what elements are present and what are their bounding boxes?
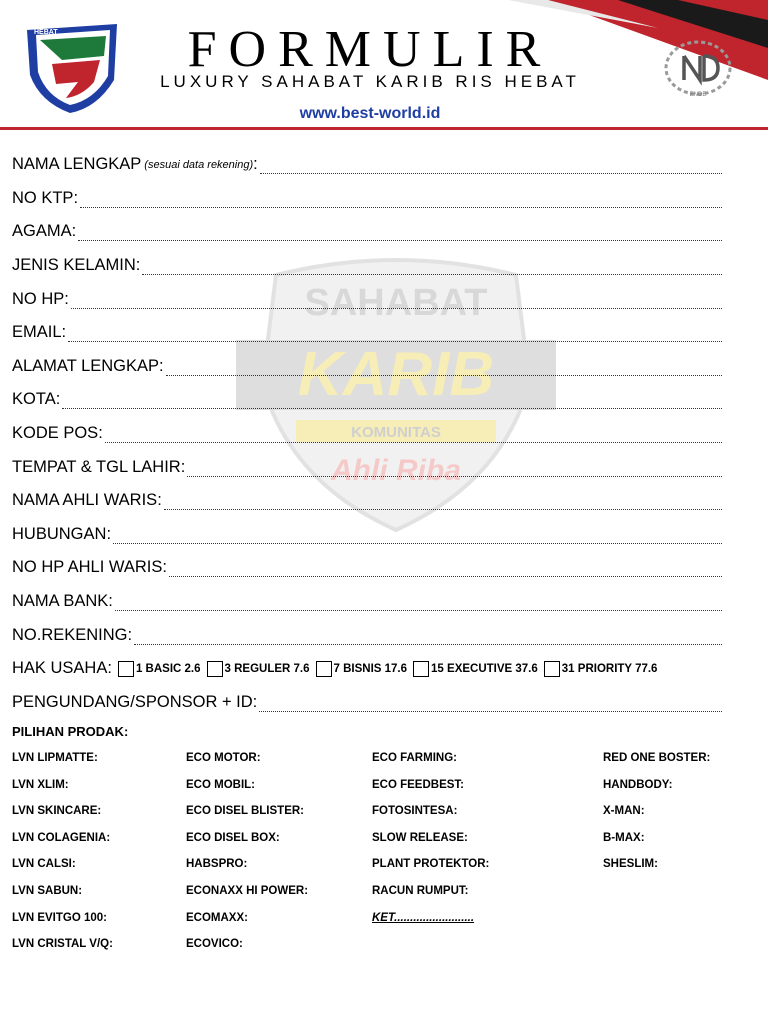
field-tempat-tgl-lahir[interactable] — [12, 450, 722, 484]
hebat-shield-logo — [22, 20, 122, 115]
field-colon: : — [135, 256, 141, 275]
option-label: 15 EXECUTIVE 37.6 — [431, 662, 538, 675]
field-label: ALAMAT LENGKAP — [12, 356, 160, 375]
field-kode-pos[interactable] — [12, 417, 722, 451]
product-item[interactable]: SLOW RELEASE: — [372, 831, 468, 844]
website-link[interactable]: www.best-world.id — [299, 105, 441, 122]
product-item[interactable]: SHESLIM: — [603, 858, 658, 871]
field-colon: : — [180, 457, 186, 476]
products-title: PILIHAN PRODAK: — [12, 724, 129, 739]
field-nama-ahli-waris[interactable] — [12, 484, 722, 518]
hak-option-priority[interactable] — [544, 661, 658, 677]
product-item[interactable]: LVN CALSI: — [12, 858, 76, 871]
field-colon: : — [157, 491, 162, 510]
product-row — [12, 832, 752, 859]
product-item[interactable]: X-MAN: — [603, 805, 645, 818]
option-label: 7 BISNIS 17.6 — [333, 662, 408, 675]
field-kota[interactable] — [12, 383, 722, 417]
logo-right-text: ENDE — [689, 92, 707, 98]
fill-line[interactable] — [260, 161, 722, 174]
field-label: HUBUNGAN — [12, 524, 107, 543]
fill-line[interactable] — [259, 699, 722, 712]
fill-line[interactable] — [115, 598, 722, 611]
field-label: JENIS KELAMIN — [12, 256, 136, 275]
field-label: NAMA AHLI WARIS — [12, 491, 158, 510]
fill-line[interactable] — [187, 464, 722, 477]
watermark-line1: SAHABAT — [304, 282, 488, 324]
field-alamat-lengkap[interactable] — [12, 350, 722, 384]
option-label: 31 PRIORITY 77.6 — [561, 662, 658, 675]
field-note: (sesuai data rekening) — [144, 158, 254, 171]
product-item[interactable]: ECO DISEL BOX: — [186, 831, 280, 844]
fill-line[interactable] — [164, 497, 722, 510]
product-item[interactable]: HABSPRO: — [186, 858, 248, 871]
field-sponsor[interactable] — [12, 686, 722, 720]
field-label: NAMA BANK — [12, 592, 109, 611]
form-subtitle: LUXURY SAHABAT KARIB RIS HEBAT — [160, 72, 580, 91]
field-colon: : — [73, 188, 79, 207]
product-item[interactable]: RED ONE BOSTER: — [603, 752, 711, 764]
checkbox[interactable] — [544, 661, 560, 677]
field-label: AGAMA — [12, 222, 72, 241]
product-item[interactable]: ECO FEEDBEST: — [372, 778, 465, 791]
hak-option-executive[interactable] — [413, 661, 538, 677]
fill-line[interactable] — [80, 195, 722, 208]
header-divider — [0, 127, 768, 130]
fill-line[interactable] — [166, 363, 722, 376]
personal-data-fields — [12, 148, 722, 719]
field-no-hp-ahli-waris[interactable] — [12, 551, 722, 585]
fill-line[interactable] — [105, 430, 722, 443]
watermark-line4: Ahli Riba — [330, 454, 462, 487]
field-colon: : — [98, 424, 103, 443]
hak-option-reguler[interactable] — [207, 661, 310, 677]
fill-line[interactable] — [78, 228, 722, 241]
fill-line[interactable] — [71, 296, 722, 309]
logo-left-text: HEBAT — [34, 29, 58, 36]
product-row — [12, 805, 752, 832]
product-item[interactable]: RACUN RUMPUT: — [372, 884, 469, 897]
hak-usaha-label: HAK USAHA: — [12, 659, 112, 678]
field-colon: : — [64, 289, 69, 308]
checkbox[interactable] — [207, 661, 223, 677]
product-item[interactable]: ECO FARMING: — [372, 752, 457, 764]
product-row — [12, 752, 752, 779]
field-jenis-kelamin[interactable] — [12, 249, 722, 283]
product-item[interactable]: ECOVICO: — [186, 938, 243, 951]
fill-line[interactable] — [62, 396, 722, 409]
product-row — [12, 779, 752, 806]
form-title: FORMULIR — [187, 21, 553, 78]
fill-line[interactable] — [68, 329, 722, 342]
field-colon: : — [108, 592, 113, 611]
product-item[interactable]: ECOMAXX: — [186, 911, 248, 924]
product-item[interactable]: FOTOSINTESA: — [372, 805, 458, 818]
product-item[interactable]: HANDBODY: — [603, 778, 673, 791]
product-row — [12, 938, 752, 965]
product-item[interactable]: ECO MOBIL: — [186, 778, 255, 791]
product-item[interactable]: PLANT PROTEKTOR: — [372, 858, 490, 871]
fill-line[interactable] — [169, 564, 722, 577]
fill-line[interactable] — [113, 531, 722, 544]
fill-line[interactable] — [142, 262, 722, 275]
field-label: NO HP AHLI WARIS — [12, 558, 163, 577]
field-colon: : — [71, 222, 77, 241]
header — [0, 0, 768, 135]
hak-usaha-row — [12, 652, 722, 686]
products-grid — [12, 752, 752, 965]
field-colon: : — [55, 390, 61, 409]
field-label: NO.REKENING — [12, 625, 128, 644]
product-item[interactable]: LVN CRISTAL V/Q: — [12, 938, 113, 951]
watermark-line2: KARIB — [297, 340, 495, 409]
field-label: NAMA LENGKAP — [12, 155, 142, 174]
ket-note-field[interactable]: KET......................... — [372, 911, 475, 924]
field-no-rekening[interactable] — [12, 618, 722, 652]
product-item[interactable]: LVN SABUN: — [12, 884, 83, 897]
field-agama[interactable] — [12, 215, 722, 249]
product-row — [12, 858, 752, 885]
field-colon: : — [159, 356, 164, 375]
field-label: PENGUNDANG/SPONSOR + ID — [12, 692, 253, 711]
field-colon: : — [106, 524, 112, 543]
hak-option-bisnis[interactable] — [316, 661, 408, 677]
product-item[interactable]: LVN LIPMATTE: — [12, 752, 98, 764]
field-label: KODE POS — [12, 424, 99, 443]
field-colon: : — [162, 558, 167, 577]
field-hubungan[interactable] — [12, 518, 722, 552]
fill-line[interactable] — [134, 632, 722, 645]
field-email[interactable] — [12, 316, 722, 350]
field-label: KOTA — [12, 390, 56, 409]
product-row — [12, 912, 752, 939]
field-colon: : — [253, 155, 258, 174]
field-colon: : — [252, 692, 258, 711]
watermark-line3: KOMUNITAS — [351, 424, 441, 441]
product-item[interactable]: LVN XLIM: — [12, 778, 69, 791]
field-nama-lengkap[interactable] — [12, 148, 722, 182]
option-label: 3 REGULER 7.6 — [224, 662, 310, 675]
product-item[interactable]: B-MAX: — [603, 831, 645, 844]
field-colon: : — [61, 323, 67, 342]
product-item[interactable]: ECONAXX HI POWER: — [186, 884, 309, 897]
checkbox[interactable] — [413, 661, 429, 677]
product-item[interactable]: ECO DISEL BLISTER: — [186, 805, 304, 818]
checkbox[interactable] — [118, 661, 134, 677]
field-nama-bank[interactable] — [12, 585, 722, 619]
product-row — [12, 885, 752, 912]
product-item[interactable]: LVN COLAGENIA: — [12, 831, 111, 844]
nd-laurel-logo — [662, 40, 734, 100]
product-item[interactable]: LVN EVITGO 100: — [12, 911, 108, 924]
field-label: TEMPAT & TGL LAHIR — [12, 457, 181, 476]
field-no-hp[interactable] — [12, 282, 722, 316]
product-item[interactable]: ECO MOTOR: — [186, 752, 261, 764]
option-label: 1 BASIC 2.6 — [135, 662, 201, 675]
field-colon: : — [127, 625, 133, 644]
field-label: NO HP — [12, 289, 65, 308]
checkbox[interactable] — [316, 661, 332, 677]
field-label: EMAIL — [12, 323, 62, 342]
field-label: NO KTP — [12, 188, 74, 207]
hak-option-basic[interactable] — [118, 661, 201, 677]
product-item[interactable]: LVN SKINCARE: — [12, 805, 102, 818]
field-no-ktp[interactable] — [12, 182, 722, 216]
